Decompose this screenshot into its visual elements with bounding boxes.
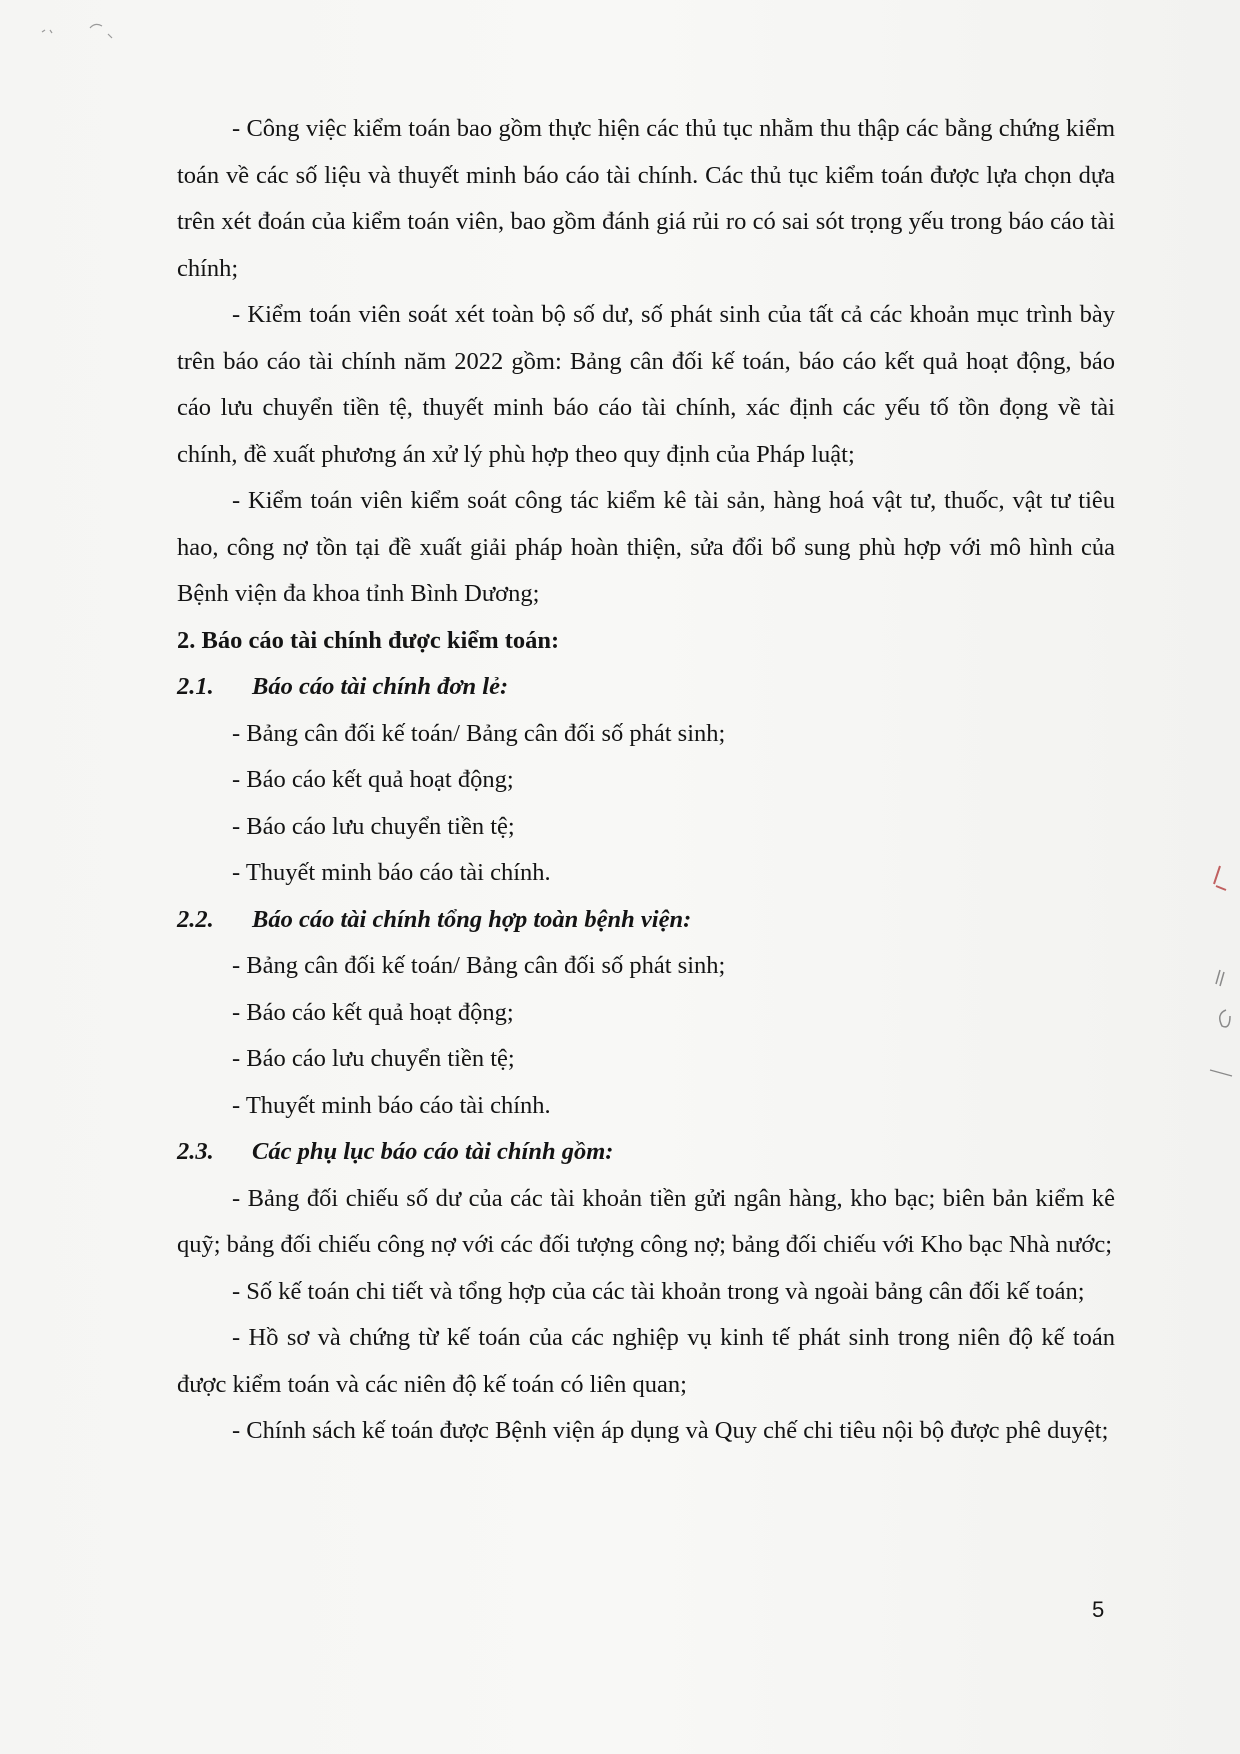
list-item: - Báo cáo kết quả hoạt động; <box>232 998 514 1026</box>
section-2-3-title: Các phụ lục báo cáo tài chính gồm: <box>252 1138 614 1165</box>
section-2-2-heading <box>177 897 1115 944</box>
section-2-3-heading <box>177 1129 1115 1176</box>
list-item: - Bảng cân đối kế toán/ Bảng cân đối số phát sinh; <box>232 719 726 747</box>
section-2-1-heading <box>177 664 1115 711</box>
document-body <box>177 106 1115 1455</box>
list-item: - Báo cáo lưu chuyển tiền tệ; <box>232 1045 515 1072</box>
list-item: - Báo cáo kết quả hoạt động; <box>232 766 514 793</box>
list-item: - Thuyết minh báo cáo tài chính. <box>232 1091 551 1119</box>
section-2-1-title: Báo cáo tài chính đơn lẻ: <box>252 673 509 700</box>
paragraph-audit-review: - Kiểm toán viên soát xét toàn bộ số dư, số phát sinh của tất cả các khoản mục trình bày trên báo cáo tài chính năm 2022 gồm: Bảng cân đối kế toán, báo cáo kết quả hoạt động, báo cáo lưu chuyển tiền tệ, thuyết minh báo cáo tài chính, xác định các yếu tố tồn đọng về tài chính, đề xuất phương án xử lý phù hợp theo quy định của Pháp luật; <box>177 301 1115 468</box>
section-2-2-number: 2.2. <box>177 905 214 933</box>
paragraph-audit-inventory: - Kiểm toán viên kiểm soát công tác kiểm kê tài sản, hàng hoá vật tư, thuốc, vật tư tiêu hao, công nợ tồn tại đề xuất giải pháp hoàn thiện, sửa đổi bổ sung phù hợp với mô hình của Bệnh viện đa khoa tỉnh Bình Dương; <box>177 487 1115 607</box>
list-item: - Bảng đối chiếu số dư của các tài khoản tiền gửi ngân hàng, kho bạc; biên bản kiểm kê quỹ; bảng đối chiếu công nợ với các đối tượng công nợ; bảng đối chiếu với Kho bạc Nhà nước; <box>177 1184 1115 1258</box>
section-2-2-title: Báo cáo tài chính tổng hợp toàn bệnh viện: <box>252 905 692 933</box>
section-2-3-number: 2.3. <box>177 1138 214 1165</box>
paragraph-audit-work: - Công việc kiểm toán bao gồm thực hiện các thủ tục nhằm thu thập các bằng chứng kiểm toán về các số liệu và thuyết minh báo cáo tài chính. Các thủ tục kiểm toán được lựa chọn dựa trên xét đoán của kiểm toán viên, bao gồm đánh giá rủi ro có sai sót trọng yếu trong báo cáo tài chính; <box>177 115 1115 282</box>
list-item: - Bảng cân đối kế toán/ Bảng cân đối số phát sinh; <box>232 952 726 979</box>
scan-edge-marks <box>1196 860 1236 1090</box>
scan-speck-mark <box>40 18 120 48</box>
list-item: - Chính sách kế toán được Bệnh viện áp dụng và Quy chế chi tiêu nội bộ được phê duyệt; <box>232 1417 1109 1444</box>
list-item: - Số kế toán chi tiết và tổng hợp của các tài khoản trong và ngoài bảng cân đối kế toán; <box>232 1277 1085 1305</box>
list-item: - Thuyết minh báo cáo tài chính. <box>232 859 551 886</box>
section-2-1-number: 2.1. <box>177 673 214 700</box>
list-item: - Hồ sơ và chứng từ kế toán của các nghiệp vụ kinh tế phát sinh trong niên độ kế toán được kiểm toán và các niên độ kế toán có liên quan; <box>177 1324 1115 1398</box>
list-item: - Báo cáo lưu chuyển tiền tệ; <box>232 812 515 840</box>
section-2-heading: 2. Báo cáo tài chính được kiểm toán: <box>177 626 560 654</box>
page-number: 5 <box>1092 1597 1105 1622</box>
